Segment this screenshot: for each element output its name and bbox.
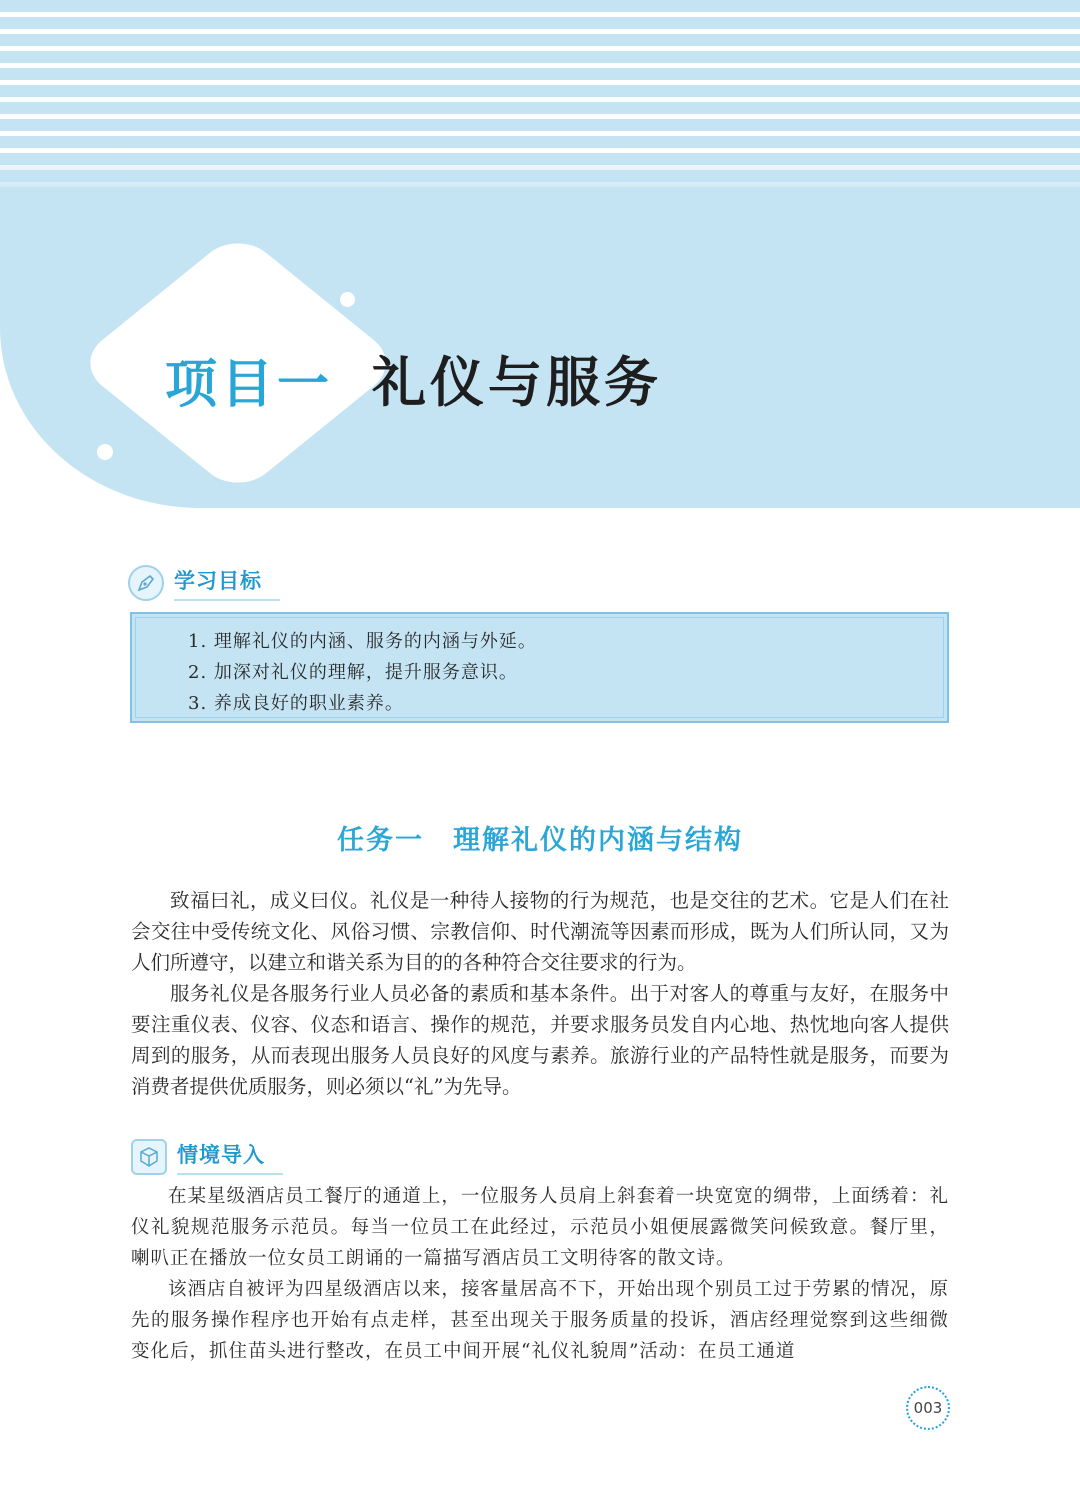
objective-item: 2. 加深对礼仪的理解，提升服务意识。 [188, 662, 518, 683]
scenario-paragraph: 在某星级酒店员工餐厅的通道上，一位服务人员肩上斜套着一块宽宽的绸带，上面绣着：礼仪礼貌规范服务示范员。每当一位员工在此经过，示范员小姐便展露微笑问候致意。餐厅里，喇叭正在播放一位女员工朗诵的一篇描写酒店员工文明待客的散文诗。 [131, 1186, 949, 1269]
decorative-dot [97, 444, 113, 460]
scenario-paragraph: 该酒店自被评为四星级酒店以来，接客量居高不下，开始出现个别员工过于劳累的情况，原先的服务操作程序也开始有点走样，甚至出现关于服务质量的投诉，酒店经理觉察到这些细微变化后，抓住苗头进行整改，在员工中间开展“礼仪礼貌周”活动：在员工通道 [131, 1279, 949, 1362]
project-number: 项目一 [165, 354, 334, 415]
pen-nib-icon [128, 565, 164, 601]
objective-item: 1. 理解礼仪的内涵、服务的内涵与外延。 [188, 631, 537, 652]
scenario-heading-label: 情境导入 [177, 1139, 283, 1175]
objectives-heading-label: 学习目标 [174, 565, 280, 601]
decorative-dot [340, 292, 355, 307]
page-number: 003 [906, 1386, 950, 1430]
project-title: 礼仪与服务 [372, 350, 662, 414]
stripes-fade [0, 150, 1080, 200]
body-paragraph: 服务礼仪是各服务行业人员必备的素质和基本条件。出于对客人的尊重与友好，在服务中要注重仪表、仪容、仪态和语言、操作的规范，并要求服务员发自内心地、热忱地向客人提供周到的服务，从而表现出服务人员良好的风度与素养。旅游行业的产品特性就是服务，而要为消费者提供优质服务，则必须以“礼”为先导。 [131, 982, 949, 1098]
objectives-heading [128, 565, 280, 601]
scenario-heading [131, 1139, 283, 1175]
body-paragraph: 致福曰礼，成义曰仪。礼仪是一种待人接物的行为规范，也是交往的艺术。它是人们在社会交往中受传统文化、风俗习惯、宗教信仰、时代潮流等因素而形成，既为人们所认同，又为人们所遵守，以建立和谐关系为目的的各种符合交往要求的行为。 [131, 889, 949, 974]
cube-icon [131, 1139, 167, 1175]
objective-item: 3. 养成良好的职业素养。 [188, 693, 404, 714]
objectives-box [130, 612, 949, 723]
task-title: 任务一 理解礼仪的内涵与结构 [337, 825, 743, 856]
chapter-header-band [0, 0, 1080, 508]
